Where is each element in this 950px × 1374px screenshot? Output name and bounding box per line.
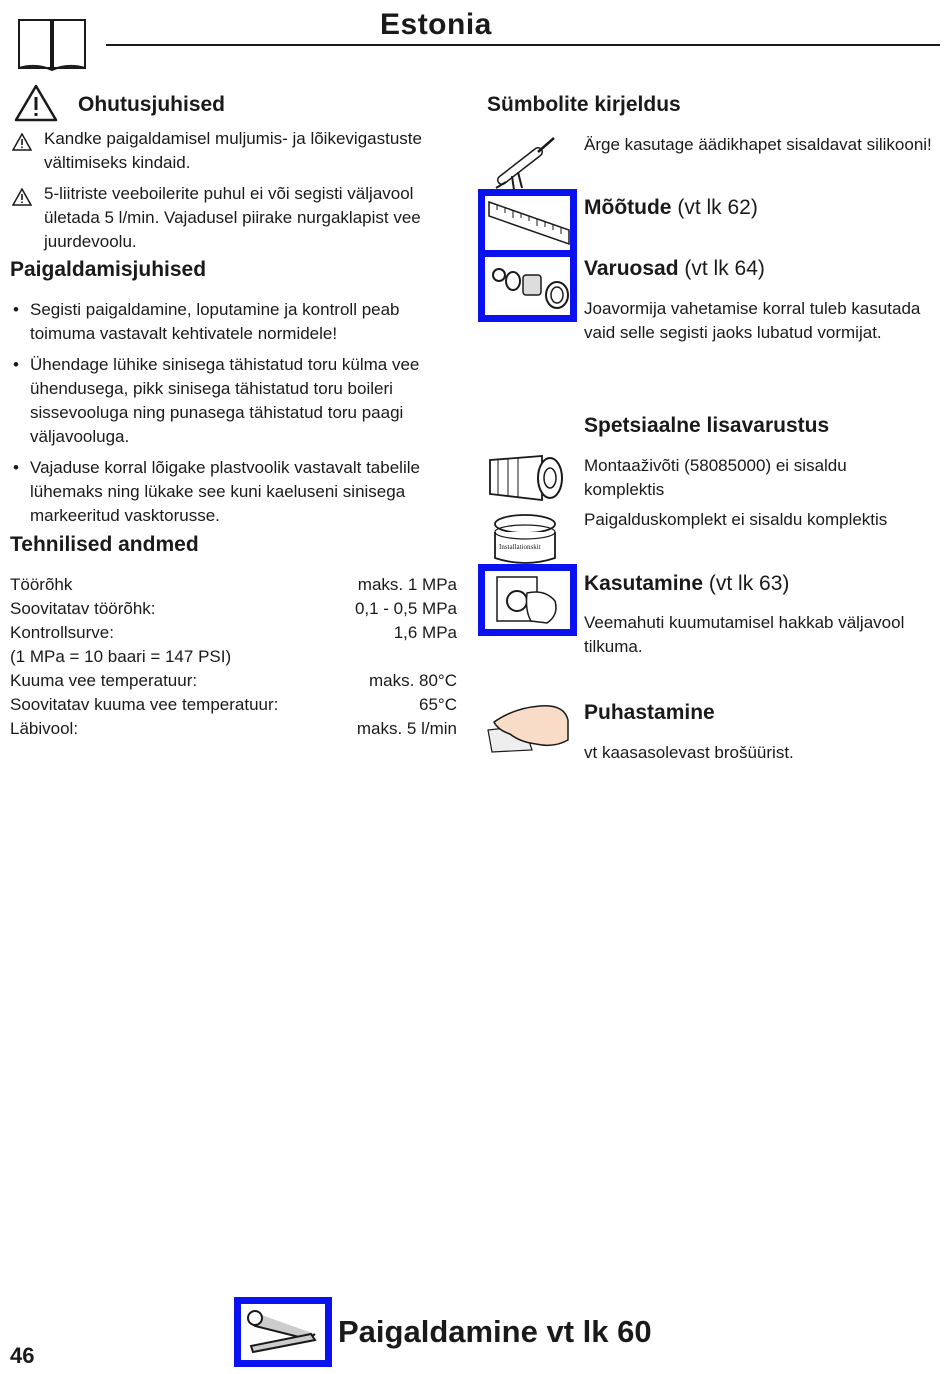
mounting-key-icon [484,450,572,511]
installation-list [10,298,462,535]
page-title: Estonia [380,8,492,41]
spec-label: Soovitatav töörõhk: [10,599,156,618]
spec-label: Kuuma vee temperatuur: [10,671,198,690]
list-item: • Segisti paigaldamine, loputamine ja kontroll peab toimuma vastavalt kehtivatele normidele! [10,298,462,346]
cleaning-hand-icon [484,700,572,761]
tools-icon [234,1297,332,1367]
usage-label: Kasutamine [584,572,704,595]
silicone-note: Ärge kasutage äädikhapet sisaldavat silikooni! [584,135,932,154]
safety-item [12,182,460,254]
symbols-heading: Sümbolite kirjeldus [487,93,681,116]
cleaning-heading: Puhastamine [584,701,715,724]
title-rule [106,44,940,46]
spec-row [10,717,457,741]
silicone-gun-icon [494,130,560,197]
spare-parts-ref[interactable]: (vt lk 64) [684,257,765,280]
page-number: 46 [10,1343,35,1368]
spec-value: maks. 5 l/min [356,719,457,738]
faucet-usage-icon [478,564,577,636]
spec-value: 0,1 - 0,5 MPa [354,599,457,618]
usage-note: Veemahuti kuumutamisel hakkab väljavool tilkuma. [584,613,905,656]
spec-row [10,645,457,669]
spec-value: 65°C [419,695,457,714]
warning-icon [12,133,32,151]
kit-note: Paigalduskomplekt ei sisaldu komplektis [584,510,888,529]
spec-label: Töörõhk [10,575,73,594]
warning-icon [12,188,32,206]
technical-heading: Tehnilised andmed [10,533,199,556]
usage-title [584,570,789,598]
safety-item-text: Kandke paigaldamisel muljumis- ja lõikevigastuste vältimiseks kindaid. [44,129,422,172]
dimensions-title [584,194,758,222]
safety-heading: Ohutusjuhised [78,93,225,116]
can-label: Installationskit [499,543,541,551]
spec-label: Kontrollsurve: [10,623,114,642]
spec-label: Läbivool: [10,719,79,738]
cleaning-note: vt kaasasolevast brošüürist. [584,743,794,762]
dimensions-label: Mõõtude [584,196,672,219]
spec-label: Soovitatav kuuma vee temperatuur: [10,695,279,714]
warning-large-icon [14,84,58,127]
spec-row [10,573,457,597]
safety-item-text: 5-liitriste veeboilerite puhul ei või segisti väljavool ületada 5 l/min. Vajadusel piirake nurgaklapist vee juurdevoolu. [44,184,421,251]
spec-row [10,693,457,717]
list-item: • Ühendage lühike sinisega tähistatud toru külma vee ühendusega, pikk sinisega tähistatud toru boileri sissevooluga ning punasega tähistatud toru paagi väljavooluga. [10,353,462,449]
accessories-heading: Spetsiaalne lisavarustus [584,414,830,437]
spec-row [10,669,457,693]
spare-parts-note: Joavormija vahetamise korral tuleb kasutada vaid selle segisti jaoks lubatud vormijat. [584,299,921,342]
spec-row [10,597,457,621]
install-kit-icon [490,510,560,571]
spec-value: maks. 1 MPa [357,575,457,594]
dimensions-ref[interactable]: (vt lk 62) [677,196,758,219]
spare-parts-label: Varuosad [584,257,679,280]
spare-parts-title [584,255,765,283]
key-note: Montaaživõti (58085000) ei sisaldu komplektis [584,456,847,499]
installation-heading: Paigaldamisjuhised [10,258,207,281]
list-item: • Vajaduse korral lõigake plastvoolik vastavalt tabelile lühemaks ning lükake see kuni kaeluseni sinisega markeeritud vasktorusse. [10,456,462,528]
book-icon [16,16,88,77]
ruler-icon [478,189,577,257]
spec-value: maks. 80°C [368,671,457,690]
safety-item [12,127,460,175]
usage-ref[interactable]: (vt lk 63) [708,572,790,595]
spec-label: (1 MPa = 10 baari = 147 PSI) [10,647,232,666]
spare-parts-icon [478,250,577,322]
install-link[interactable]: Paigaldamine vt lk 60 [338,1314,652,1349]
spec-row [10,621,457,645]
spec-value: 1,6 MPa [393,623,457,642]
